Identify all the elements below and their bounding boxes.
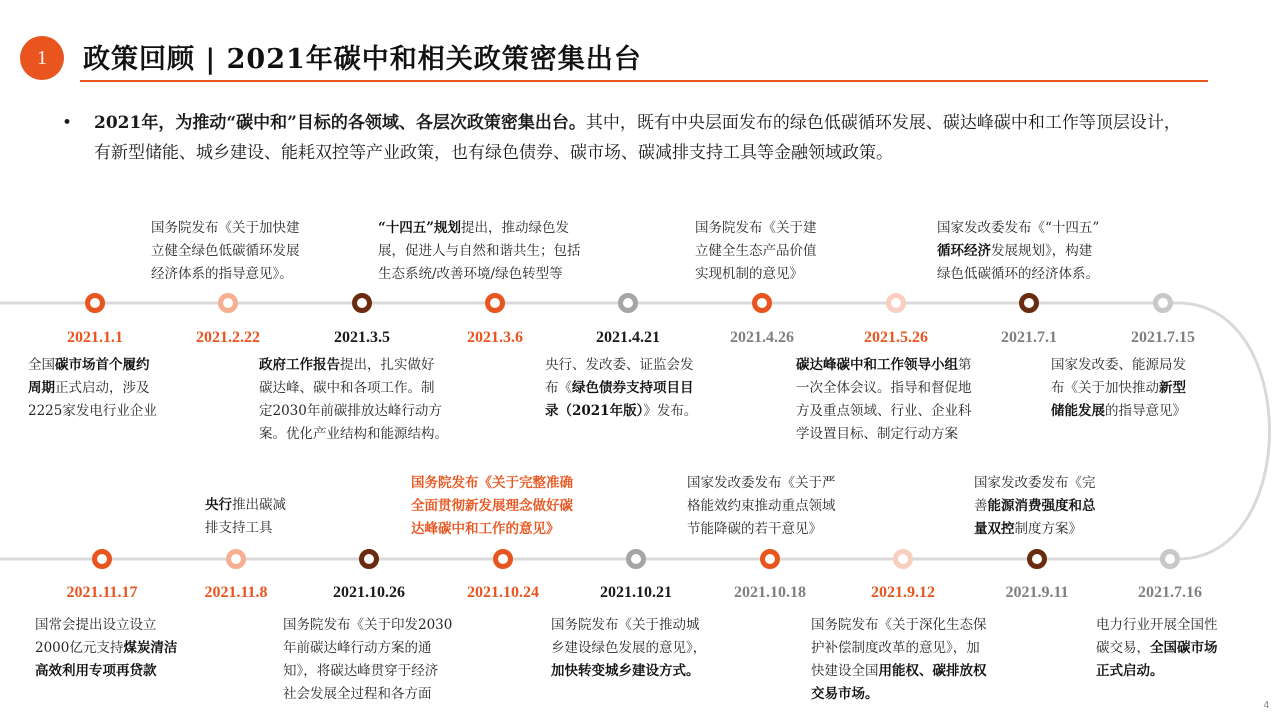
event-note-2021-1-1: 全国碳市场首个履约 周期正式启动，涉及 2225家发电行业企业	[28, 357, 157, 419]
event-note-2021-11-8: 央行推出碳减 排支持工具	[205, 497, 286, 536]
event-note-2021-9-11: 国家发改委发布《完 善能源消费强度和总 量双控制度方案》	[974, 475, 1096, 537]
timeline-dot-2021-3-6	[485, 293, 505, 313]
timeline-dot-2021-7-1	[1019, 293, 1039, 313]
event-note-2021-10-21: 国务院发布《关于推动城 乡建设绿色发展的意见》， 加快转变城乡建设方式。	[551, 617, 707, 679]
date-label: 2021.3.6	[467, 329, 523, 346]
event-note-2021-7-15: 国家发改委、能源局发 布《关于加快推动新型 储能发展的指导意见》	[1051, 357, 1186, 419]
event-note-2021-2-22: 国务院发布《关于加快建 立健全绿色低碳循环发展 经济体系的指导意见》。	[151, 220, 300, 282]
page-title: 政策回顾 | 2021年碳中和相关政策密集出台	[83, 44, 642, 75]
timeline-dot-2021-4-26	[752, 293, 772, 313]
timeline-dot-2021-9-12	[893, 549, 913, 569]
timeline-dot-2021-3-5	[352, 293, 372, 313]
event-note-2021-7-16: 电力行业开展全国性 碳交易，全国碳市场 正式启动。	[1096, 617, 1218, 679]
date-label: 2021.4.26	[730, 329, 794, 346]
timeline-dot-2021-2-22	[218, 293, 238, 313]
date-label: 2021.3.5	[334, 329, 390, 346]
event-note-2021-10-18: 国家发改委发布《关于严 格能效约束推动重点领域 节能降碳的若干意见》	[687, 475, 836, 537]
timeline-dot-2021-10-24	[493, 549, 513, 569]
date-label: 2021.2.22	[196, 329, 260, 346]
date-label: 2021.11.17	[66, 584, 138, 601]
date-label: 2021.4.21	[596, 329, 660, 346]
event-note-2021-11-17: 国常会提出设立设立 2000亿元支持煤炭清洁 高效利用专项再贷款	[35, 617, 178, 679]
event-note-2021-3-5: 政府工作报告提出，扎实做好 碳达峰、碳中和各项工作。制 定2030年前碳排放达峰行动方 案。优化产业结构和能源结构。	[259, 357, 448, 442]
timeline-dot-2021-10-26	[359, 549, 379, 569]
date-label: 2021.7.1	[1001, 329, 1057, 346]
timeline-dot-2021-7-16	[1160, 549, 1180, 569]
section-number-badge: 1	[20, 36, 64, 80]
event-note-2021-10-26: 国务院发布《关于印发2030 年前碳达峰行动方案的通 知》，将碳达峰贯穿于经济 社会发展全过程和各方面	[283, 617, 453, 702]
date-label: 2021.9.12	[871, 584, 935, 601]
timeline-dot-2021-9-11	[1027, 549, 1047, 569]
date-label: 2021.10.18	[734, 584, 806, 601]
date-label: 2021.10.21	[600, 584, 672, 601]
timeline-dot-2021-1-1	[85, 293, 105, 313]
page-number: 4	[1263, 700, 1269, 711]
intro-bold: 2021年，为推动“碳中和”目标的各领域、各层次政策密集出台。	[94, 113, 586, 133]
date-label: 2021.10.24	[467, 584, 539, 601]
timeline-dot-2021-4-21	[618, 293, 638, 313]
event-note-2021-4-26: 国务院发布《关于建 立健全生态产品价值 实现机制的意见》	[695, 220, 817, 282]
date-label: 2021.7.16	[1138, 584, 1202, 601]
timeline-dot-2021-5-26	[886, 293, 906, 313]
event-note-2021-10-24: 国务院发布《关于完整准确 全面贯彻新发展理念做好碳 达峰碳中和工作的意见》	[411, 475, 573, 537]
event-note-2021-9-12: 国务院发布《关于深化生态保 护补偿制度改革的意见》，加 快建设全国用能权、碳排放权 交易市场。	[811, 617, 987, 702]
date-label: 2021.1.1	[67, 329, 123, 346]
date-label: 2021.5.26	[864, 329, 928, 346]
timeline-dot-2021-11-8	[226, 549, 246, 569]
timeline-dot-2021-7-15	[1153, 293, 1173, 313]
date-label: 2021.10.26	[333, 584, 405, 601]
date-label: 2021.11.8	[204, 584, 268, 601]
timeline-dot-2021-10-21	[626, 549, 646, 569]
intro-rest: 其中，既有中央层面发布的绿色低碳循环发展、碳达峰碳中和工作等顶层设计，有新型储能、城乡建设、能耗双控等产业政策，也有绿色债券、碳市场、碳减排支持工具等金融领域政策。	[94, 113, 1181, 163]
event-note-2021-5-26: 碳达峰碳中和工作领导小组第 一次全体会议。指导和督促地 方及重点领域、行业、企业科 学设置目标、制定行动方案	[796, 357, 972, 442]
event-note-2021-3-6: “十四五”规划提出，推动绿色发 展，促进人与自然和谐共生；包括 生态系统/改善环境/绿色转型等	[378, 220, 581, 282]
date-label: 2021.9.11	[1005, 584, 1069, 601]
timeline-dot-2021-11-17	[92, 549, 112, 569]
event-note-2021-4-21: 央行、发改委、证监会发 布《绿色债券支持项目目 录（2021年版）》发布。	[545, 357, 698, 419]
bullet-marker: •	[62, 113, 73, 133]
event-note-2021-7-1: 国家发改委发布《“十四五” 循环经济发展规划》，构建 绿色低碳循环的经济体系。	[937, 220, 1100, 282]
date-label: 2021.7.15	[1131, 329, 1195, 346]
timeline-dot-2021-10-18	[760, 549, 780, 569]
